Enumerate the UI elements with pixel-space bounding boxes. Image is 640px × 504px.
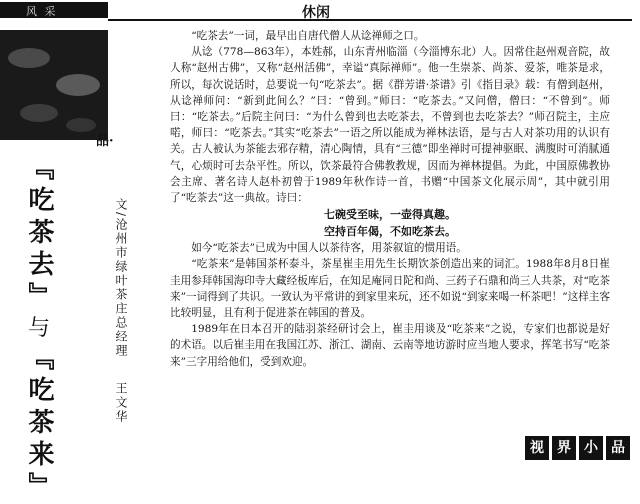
paragraph: “吃茶去”一词，最早出自唐代僧人从谂禅师之口。 (191, 30, 425, 42)
badge-char: 界 (552, 436, 576, 460)
paragraph: 从谂（778—863年），本姓郝，山东青州临淄（今淄博东北）人。因常住赵州观音院，故人称“赵州古佛”，又称“赵州活佛”，幸谥“真际禅师”。他一生崇茶、尚茶、爱茶，唯茶是求，所以，每次说话时，总要说一句“吃茶去”。据《群芳谱·茶谱》引《指目录》载：有僧到赵州，从谂禅师问：“新到此间么？”曰：“曾到。”师曰：“吃茶去。”又问僧，僧曰：“不曾到”。师曰：“吃茶去。”后院主问曰：“为什么曾到也去吃茶去，不曾到也去吃茶去？”师召院主，主应喏，师曰：“吃茶去。”其实“吃茶去”一语之所以能成为禅林法语，是与古人对茶功用的认识有关。古人被认为茶能去邪存精，清心陶情，具有“三德”即坐禅时可提神驱眠、满腹时可消腻通气，心烦时可去杂平性。所以，饮茶最符合佛教教规，因而为禅林提倡。为此，中国原佛教协会主席、著名诗人赵朴初曾于1989年秋作诗一首，书赠“中国茶文化展示周”，其中就引用了“吃茶去”这一典故。诗曰： (170, 46, 610, 205)
article-headline (14, 154, 64, 504)
column-badge (525, 436, 630, 460)
section-title: 休闲 (302, 5, 330, 21)
badge-char: 小 (579, 436, 603, 460)
tea-bowl-image (20, 104, 58, 122)
paragraph: “吃茶来”是韩国茶杯泰斗，茶星崔圭用先生长期饮茶创造出来的词汇。1988年8月8日崔圭用参拜韩国海印寺大藏经板库后，在知足庵同日陀和尚、三药子石鼎和尚三人共茶，对“吃茶来”一词得到了共识。一致认为平常讲的到家里来玩，还不如说“到家来喝一杯茶吧！”这样主客比较明显，且有利于促进茶在韩国的普及。 (170, 258, 610, 320)
poem-line: 空持百年偈，不如吃茶去。 (324, 225, 456, 239)
top-bar (0, 0, 640, 20)
badge-char: 品 (606, 436, 630, 460)
article-body (170, 28, 610, 370)
headline-part2: 『吃茶来』 (24, 344, 54, 504)
pin-label: 品· (96, 134, 114, 149)
headline-and: 与 (27, 316, 50, 341)
byline-name: 王文华 (114, 382, 128, 425)
section-tag: 风 采 (26, 5, 58, 18)
byline-prefix: 文∕沧州市绿叶茶庄总经理 (114, 198, 128, 359)
header-rule (108, 19, 632, 21)
tea-bowl-image (56, 74, 100, 96)
tea-bowl-image (66, 118, 96, 132)
paragraph: 如今“吃茶去”已成为中国人以茶待客，用茶叙谊的惯用语。 (191, 242, 467, 255)
byline (114, 198, 128, 424)
tea-bowl-image (8, 48, 50, 68)
poem-line: 七碗受至味，一壶得真趣。 (324, 208, 456, 222)
headline-part1: 『吃茶去』 (24, 154, 54, 314)
paragraph: 1989年在日本召开的陆羽茶经研讨会上，崔圭用谈及“吃茶来”之说，专家们也都说是好的术语。以后崔圭用在我国江苏、浙江、湖南、云南等地访游时应当地人要求，挥笔书写“吃茶来”三字用给他们，受到欢迎。 (170, 323, 610, 368)
badge-char: 视 (525, 436, 549, 460)
tea-bowls-photo (0, 30, 108, 140)
